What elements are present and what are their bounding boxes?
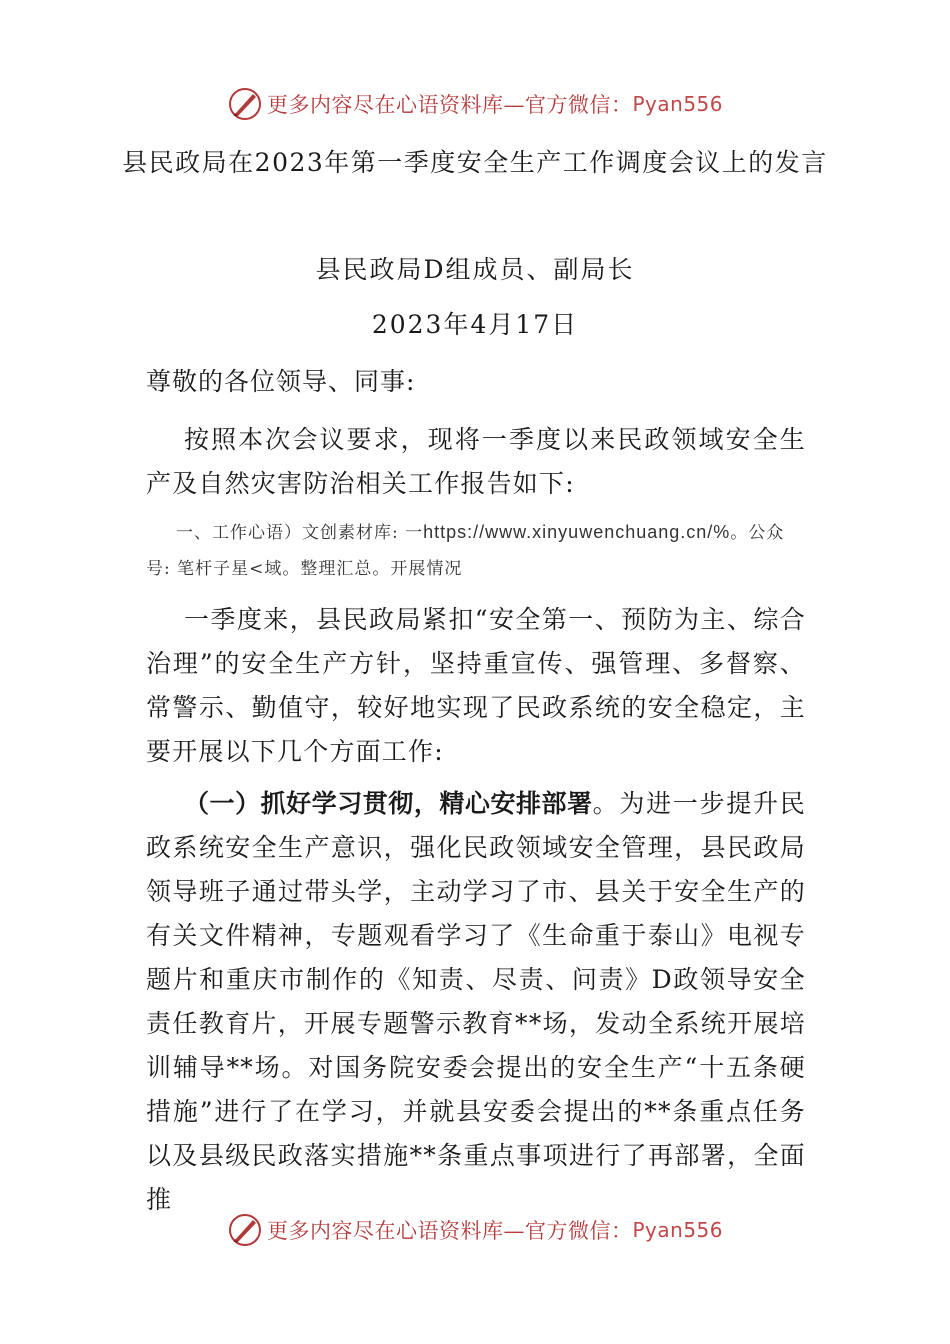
pen-logo-icon	[227, 1212, 263, 1248]
section-1-heading: （一）抓好学习贯彻，精心安排部署	[184, 789, 593, 818]
document-date: 2023年4月17日	[371, 310, 579, 339]
pen-logo-icon	[227, 86, 263, 122]
paragraph-section-1	[146, 782, 806, 1222]
watermark-banner-top	[0, 84, 950, 124]
watermark-banner-bottom	[0, 1210, 950, 1250]
banner-text: 更多内容尽在心语资料库—官方微信：	[266, 93, 633, 117]
paragraph-overview: 一季度来，县民政局紧扣“安全第一、预防为主、综合治理”的安全生产方针，坚持重宣传、强管理、多督察、常警示、勤值守，较好地实现了民政系统的安全稳定，主要开展以下几个方面工作:	[146, 605, 806, 766]
greeting: 尊敬的各位领导、同事:	[146, 367, 416, 396]
ad-text-a: 一、工作心语）文创素材库: 一	[176, 523, 424, 543]
section-1-body: 。为进一步提升民政系统安全生产意识，强化民政领域安全管理，县民政局领导班子通过带头学，主动学习了市、县关于安全生产的有关文件精神，专题观看学习了《生命重于泰山》电视专题片和重庆市制作的《知责、尽责、问责》D政领导安全责任教育片，开展专题警示教育**场，发动全系统开展培训辅导**场。对国务院安委会提出的安全生产“十五条硬措施”进行了在学习，并就县安委会提出的**条重点任务以及县级民政落实措施**条重点事项进行了再部署，全面推	[146, 789, 806, 1214]
document-byline: 县民政局D组成员、副局长	[315, 255, 635, 284]
ad-url: https://www.xinyuwenchuang.cn/%	[423, 522, 731, 542]
ad-text-b: 。公众号: 笔杆子星<域。整理汇总。开展情况	[146, 523, 785, 579]
paragraph-intro: 按照本次会议要求，现将一季度以来民政领域安全生产及自然灾害防治相关工作报告如下:	[146, 425, 806, 498]
banner-wechat-id: Pyan556	[632, 92, 723, 116]
banner-text: 更多内容尽在心语资料库—官方微信：	[266, 1219, 633, 1243]
banner-wechat-id: Pyan556	[632, 1218, 723, 1242]
document-title: 县民政局在2023年第一季度安全生产工作调度会议上的发言	[122, 148, 828, 177]
inserted-ad-line	[146, 514, 806, 587]
